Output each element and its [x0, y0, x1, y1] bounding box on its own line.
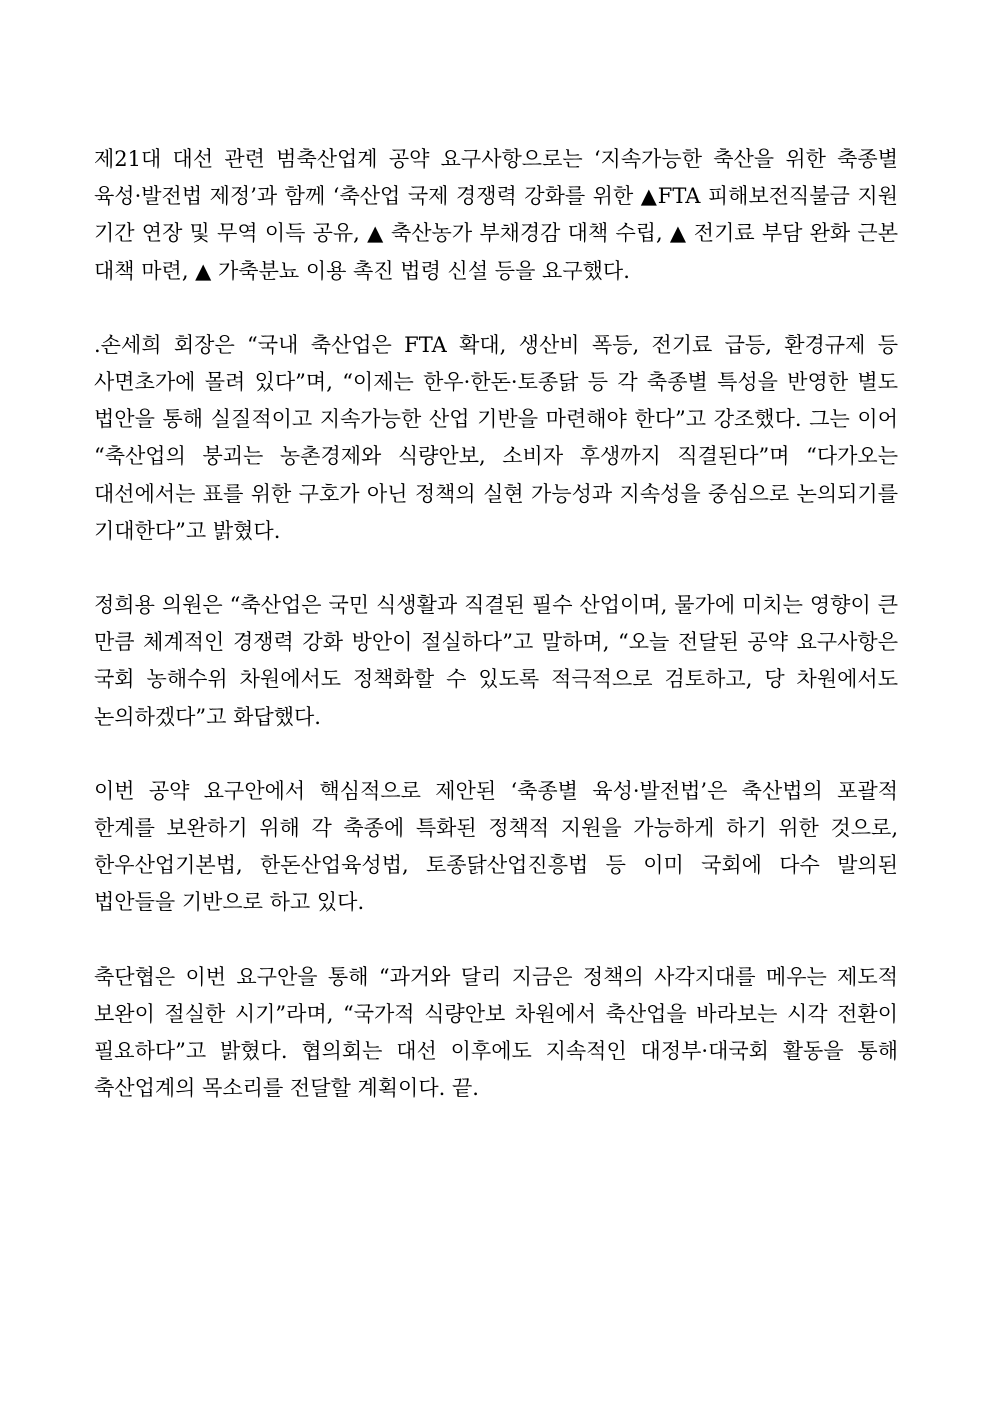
document-body — [94, 141, 898, 1144]
paragraph-campaign-requests: 제21대 대선 관련 범축산업계 공약 요구사항으로는 ‘지속가능한 축산을 위한 축종별 육성·발전법 제정’과 함께 ‘축산업 국제 경쟁력 강화를 위한 ▲FTA 피해보전직불금 지원 기간 연장 및 무역 이득 공유, ▲ 축산농가 부채경감 대책 수립, ▲ 전기료 부담 완화 근본 대책 마련, ▲ 가축분뇨 이용 촉진 법령 신설 등을 요구했다. — [94, 147, 898, 283]
paragraph-chairman-statement: .손세희 회장은 “국내 축산업은 FTA 확대, 생산비 폭등, 전기료 급등, 환경규제 등 사면초가에 몰려 있다”며, “이제는 한우·한돈·토종닭 등 각 축종별 특성을 반영한 별도 법안을 통해 실질적이고 지속가능한 산업 기반을 마련해야 한다”고 강조했다. 그는 이어 “축산업의 붕괴는 농촌경제와 식량안보, 소비자 후생까지 직결된다”며 “다가오는 대선에서는 표를 위한 구호가 아닌 정책의 실현 가능성과 지속성을 중심으로 논의되기를 기대한다”고 밝혔다. — [94, 332, 898, 543]
paragraph-association-closing: 축단협은 이번 요구안을 통해 “과거와 달리 지금은 정책의 사각지대를 메우는 제도적 보완이 절실한 시기”라며, “국가적 식량안보 차원에서 축산업을 바라보는 시각 전환이 필요하다”고 밝혔다. 협의회는 대선 이후에도 지속적인 대정부·대국회 활동을 통해 축산업계의 목소리를 전달할 계획이다. 끝. — [94, 964, 898, 1101]
paragraph-lawmaker-response: 정희용 의원은 “축산업은 국민 식생활과 직결된 필수 산업이며, 물가에 미치는 영향이 큰 만큼 체계적인 경쟁력 강화 방안이 절실하다”고 말하며, “오늘 전달된 공약 요구사항은 국회 농해수위 차원에서도 정책화할 수 있도록 적극적으로 검토하고, 당 차원에서도 논의하겠다”고 화답했다. — [94, 593, 898, 729]
paragraph-livestock-act-proposal: 이번 공약 요구안에서 핵심적으로 제안된 ‘축종별 육성·발전법’은 축산법의 포괄적 한계를 보완하기 위해 각 축종에 특화된 정책적 지원을 가능하게 하기 위한 것으로, 한우산업기본법, 한돈산업육성법, 토종닭산업진흥법 등 이미 국회에 다수 발의된 법안들을 기반으로 하고 있다. — [94, 778, 898, 915]
